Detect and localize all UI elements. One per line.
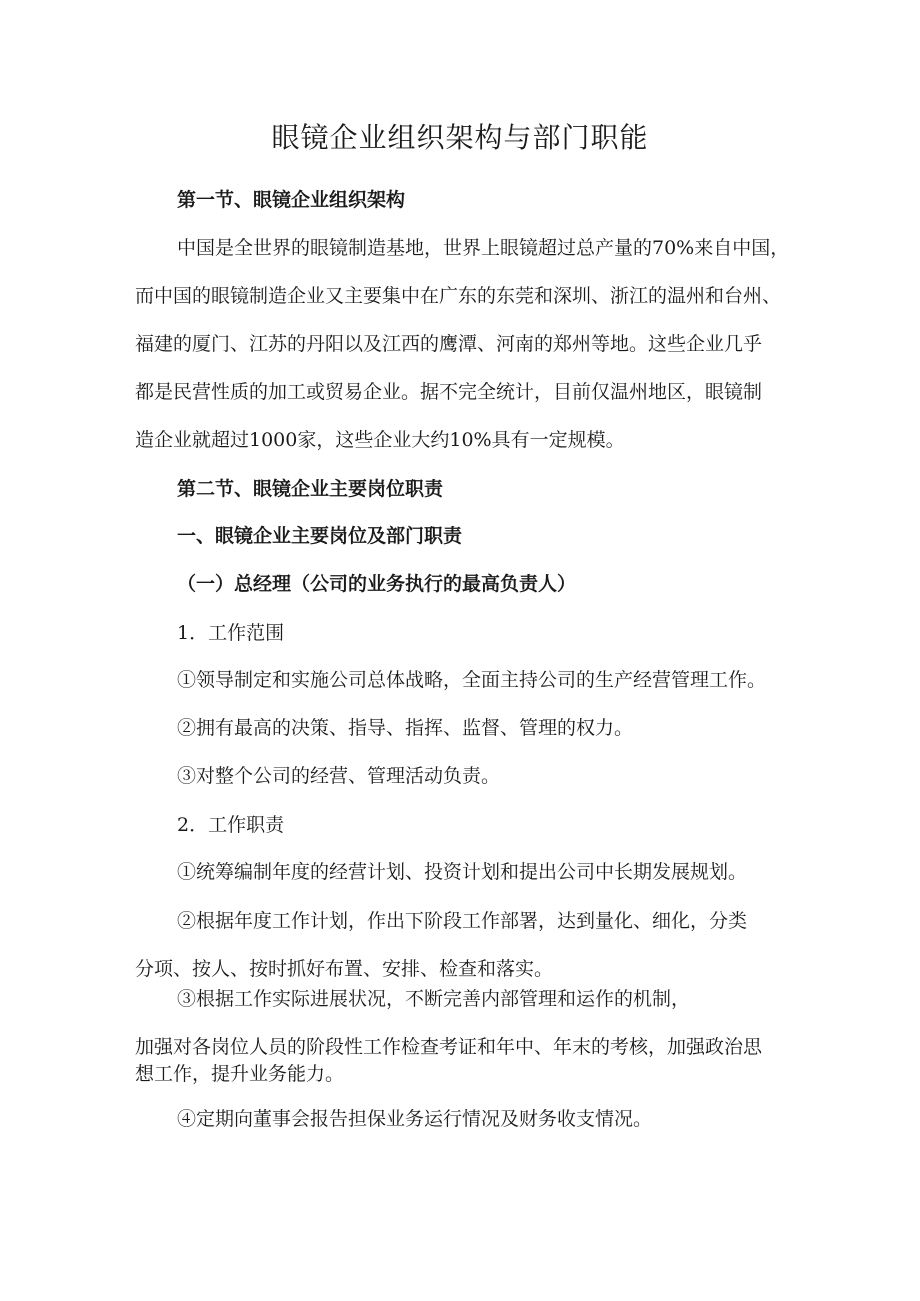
work-scope-heading: 1．工作范围 (177, 622, 285, 644)
duties-heading: 2．工作职责 (177, 814, 285, 836)
paragraph-line: 造企业就超过1000家，这些企业大约10%具有一定规模。 (135, 429, 625, 451)
duty-item-continuation: 加强对各岗位人员的阶段性工作检查考证和年中、年末的考核，加强政治思 (135, 1036, 763, 1058)
general-manager-heading: （一）总经理（公司的业务执行的最高负责人） (177, 573, 577, 595)
paragraph-line: 都是民营性质的加工或贸易企业。据不完全统计，目前仅温州地区，眼镜制 (135, 381, 763, 403)
work-scope-item: ①领导制定和实施公司总体战略，全面主持公司的生产经营管理工作。 (177, 669, 767, 691)
section1-paragraph (135, 235, 795, 475)
subsection1-heading: 一、眼镜企业主要岗位及部门职责 (177, 525, 463, 547)
duty-item: ②根据年度工作计划，作出下阶段工作部署，达到量化、细化，分类 (177, 910, 748, 932)
paragraph-line: 而中国的眼镜制造企业又主要集中在广东的东莞和深圳、浙江的温州和台州、 (135, 285, 782, 307)
work-scope-item: ③对整个公司的经营、管理活动负责。 (177, 765, 501, 787)
document-title: 眼镜企业组织架构与部门职能 (271, 121, 649, 154)
duty-item-continuation: 想工作，提升业务能力。 (135, 1063, 345, 1085)
paragraph-line: 中国是全世界的眼镜制造基地，世界上眼镜超过总产量的70%来自中国， (177, 237, 790, 259)
paragraph-line: 福建的厦门、江苏的丹阳以及江西的鹰潭、河南的郑州等地。这些企业几乎 (135, 333, 763, 355)
duty-item: ④定期向董事会报告担保业务运行情况及财务收支情况。 (177, 1108, 653, 1130)
duty-item-continuation: 分项、按人、按时抓好布置、安排、检查和落实。 (135, 958, 554, 980)
duty-item: ③根据工作实际进展状况，不断完善内部管理和运作的机制， (177, 988, 691, 1010)
work-scope-item: ②拥有最高的决策、指导、指挥、监督、管理的权力。 (177, 717, 634, 739)
section2-heading: 第二节、眼镜企业主要岗位职责 (177, 478, 444, 500)
duty-item: ①统筹编制年度的经营计划、投资计划和提出公司中长期发展规划。 (177, 861, 748, 883)
section1-heading: 第一节、眼镜企业组织架构 (177, 189, 406, 211)
